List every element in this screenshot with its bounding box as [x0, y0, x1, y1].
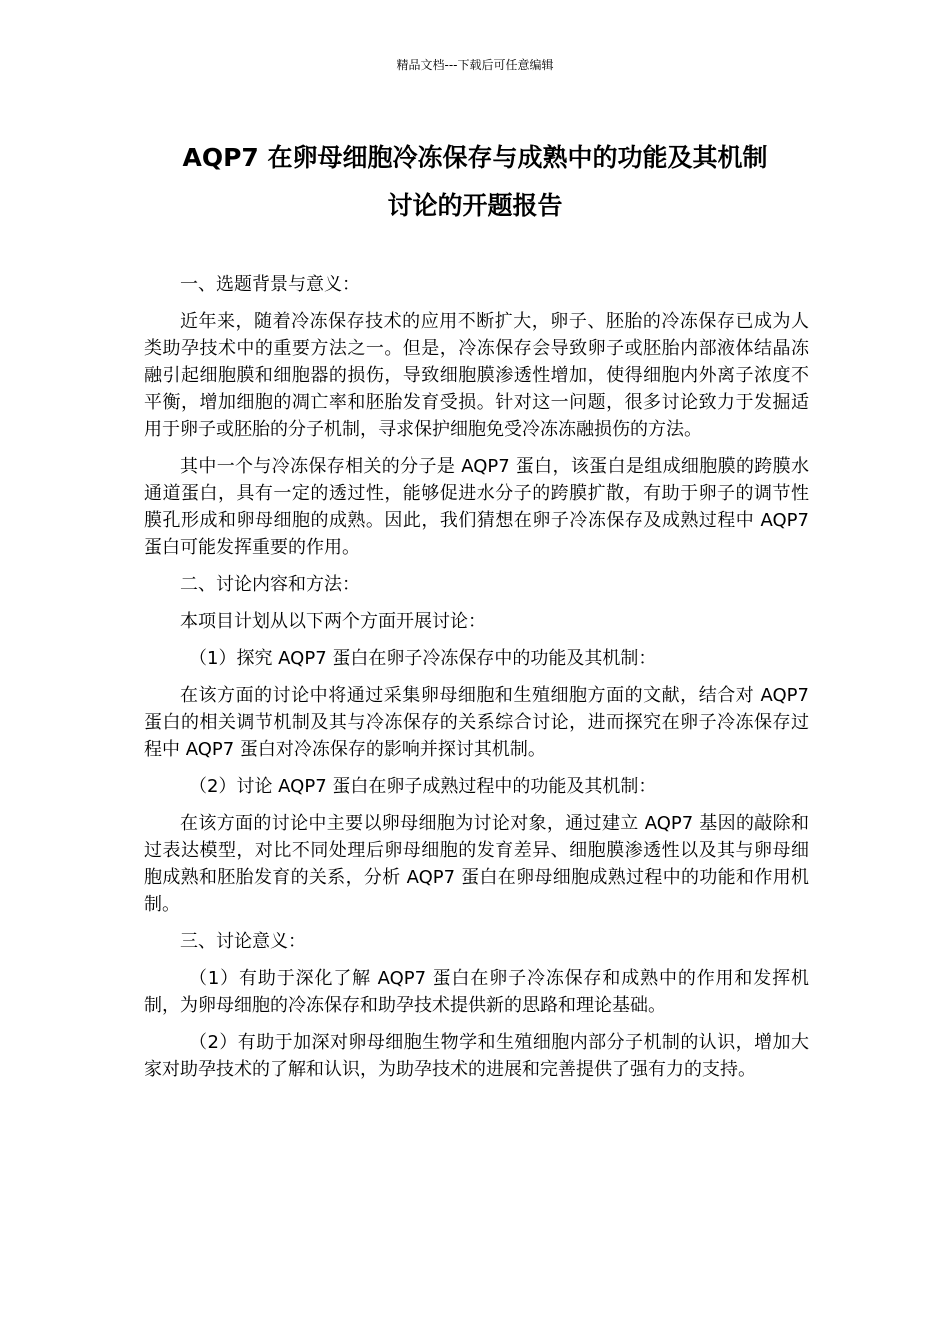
title-line-1: AQP7 在卵母细胞冷冻保存与成熟中的功能及其机制 — [182, 143, 768, 172]
section-heading-background: 一、选题背景与意义： — [180, 274, 360, 295]
section-heading-significance: 三、讨论意义： — [180, 931, 306, 952]
document-body — [144, 271, 809, 1093]
paragraph-significance-1: （1）有助于深化了解 AQP7 蛋白在卵子冷冻保存和成熟中的作用和发挥机制，为卵母细胞的冷冻保存和助孕技术提供新的思路和理论基础。 — [144, 968, 809, 1016]
subheading-2: （2）讨论 AQP7 蛋白在卵子成熟过程中的功能及其机制： — [189, 776, 657, 797]
paragraph-method-1: 在该方面的讨论中将通过采集卵母细胞和生殖细胞方面的文献，结合对 AQP7 蛋白的相关调节机制及其与冷冻保存的关系综合讨论，进而探究在卵子冷冻保存过程中 AQP7 蛋白对冷冻保存的影响并探讨其机制。 — [144, 685, 809, 760]
title-line-2: 讨论的开题报告 — [387, 191, 563, 220]
subheading-1: （1）探究 AQP7 蛋白在卵子冷冻保存中的功能及其机制： — [189, 648, 657, 669]
paragraph-aqp7-intro: 其中一个与冷冻保存相关的分子是 AQP7 蛋白，该蛋白是组成细胞膜的跨膜水通道蛋白，具有一定的透过性，能够促进水分子的跨膜扩散，有助于卵子的调节性膜孔形成和卵母细胞的成熟。因此，我们猜想在卵子冷冻保存及成熟过程中 AQP7 蛋白可能发挥重要的作用。 — [144, 456, 809, 558]
paragraph-background: 近年来，随着冷冻保存技术的应用不断扩大，卵子、胚胎的冷冻保存已成为人类助孕技术中的重要方法之一。但是，冷冻保存会导致卵子或胚胎内部液体结晶冻融引起细胞膜和细胞器的损伤，导致细胞膜渗透性增加，使得细胞内外离子浓度不平衡，增加细胞的凋亡率和胚胎发育受损。针对这一问题，很多讨论致力于发掘适用于卵子或胚胎的分子机制，寻求保护细胞免受冷冻冻融损伤的方法。 — [144, 311, 809, 440]
paragraph-plan: 本项目计划从以下两个方面开展讨论： — [180, 611, 486, 632]
page-header: 精品文档---下载后可任意编辑 — [396, 58, 554, 72]
section-heading-content: 二、讨论内容和方法： — [180, 574, 360, 595]
paragraph-significance-2: （2）有助于加深对卵母细胞生物学和生殖细胞内部分子机制的认识，增加大家对助孕技术的了解和认识，为助孕技术的进展和完善提供了强有力的支持。 — [144, 1032, 809, 1080]
paragraph-method-2: 在该方面的讨论中主要以卵母细胞为讨论对象，通过建立 AQP7 基因的敲除和过表达模型，对比不同处理后卵母细胞的发育差异、细胞膜渗透性以及其与卵母细胞成熟和胚胎发育的关系，分析 AQP7 蛋白在卵母细胞成熟过程中的功能和作用机制。 — [144, 813, 809, 915]
document-title — [120, 134, 830, 230]
